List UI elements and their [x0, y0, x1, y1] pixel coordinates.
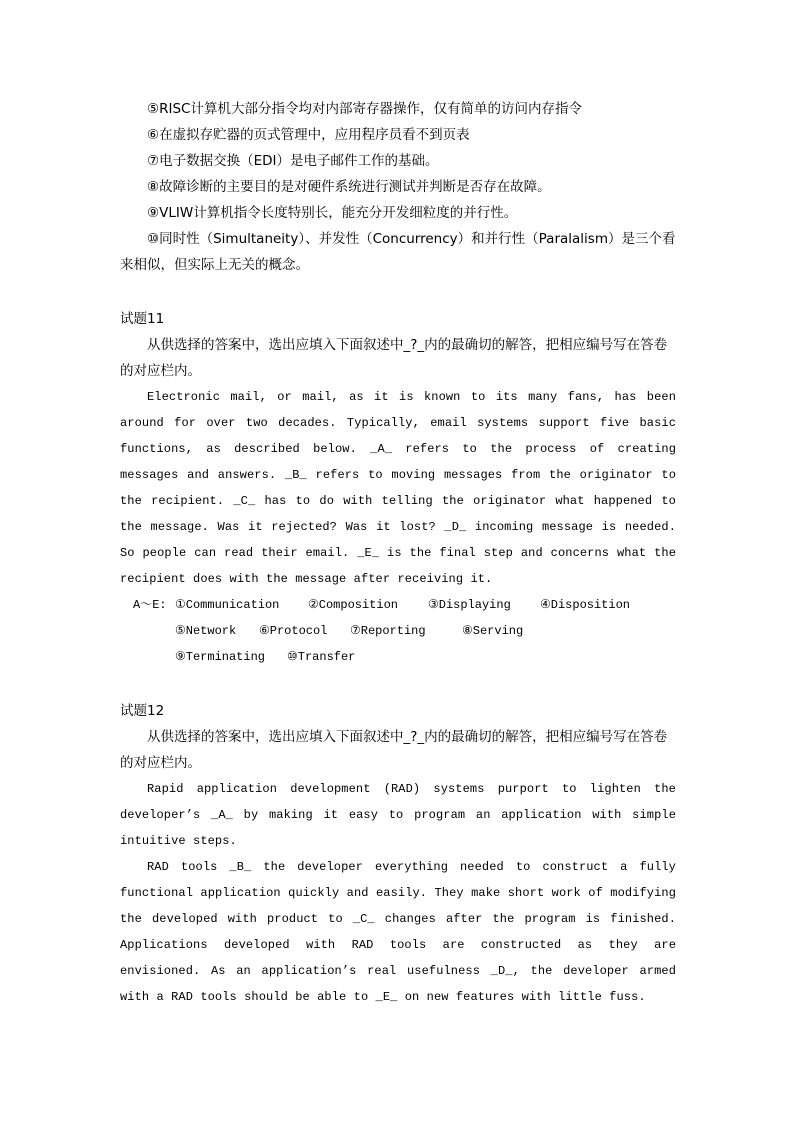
question-11-instruction: 从供选择的答案中，选出应填入下面叙述中_?_内的最确切的解答，把相应编号写在答卷的对应栏内。: [120, 337, 668, 379]
options-row-3: [120, 644, 676, 670]
option-4: ④Disposition: [540, 598, 630, 612]
options-row-2: [120, 618, 676, 644]
statement-item-9: ⑨VLIW计算机指令长度特别长，能充分开发细粒度的并行性。: [147, 205, 518, 221]
statement-item-10: ⑩同时性（Simultaneity）、并发性（Concurrency）和并行性（Paralalism）是三个看来相似，但实际上无关的概念。: [120, 231, 676, 273]
question-12-paragraph-2: RAD tools _B_ the developer everything needed to construct a fully functional application quickly and easily. They make short work of modifying the developed with product to _C_ changes after the program is finished. Applications developed with RAD tools are constructed as they are envisioned. As an application’s real usefulness _D_, the developer armed with a RAD tools should be able to _E_ on new features with little fuss.: [120, 860, 676, 1004]
option-9: ⑨Terminating: [175, 650, 265, 664]
statement-item-6: ⑥在虚拟存贮器的页式管理中，应用程序员看不到页表: [147, 127, 470, 143]
option-3: ③Displaying: [428, 598, 511, 612]
option-5: ⑤Network: [175, 624, 237, 638]
statement-item-8: ⑧故障诊断的主要目的是对硬件系统进行测试并判断是否存在故障。: [147, 179, 551, 195]
statement-list: [120, 96, 676, 278]
question-12-title: 试题12: [120, 703, 165, 719]
options-row-1: [120, 592, 676, 618]
question-11-options: [120, 592, 676, 670]
option-2: ②Composition: [308, 598, 398, 612]
statement-item-7: ⑦电子数据交换（EDI）是电子邮件工作的基础。: [147, 153, 439, 169]
question-11-passage: Electronic mail, or mail, as it is known to its many fans, has been around for over two decades. Typically, email systems support five basic functions, as described below. _A_ refers to the process of creating messages and answers. _B_ refers to moving messages from the originator to the recipient. _C_ has to do with telling the originator what happened to the message. Was it rejected? Was it lost? _D_ incoming message is needed. So people can read their email. _E_ is the final step and concerns what the recipient does with the message after receiving it.: [120, 390, 676, 586]
option-8: ⑧Serving: [462, 624, 524, 638]
option-7: ⑦Reporting: [350, 624, 426, 638]
statement-item-5: ⑤RISC计算机大部分指令均对内部寄存器操作，仅有简单的访问内存指令: [147, 101, 582, 117]
option-6: ⑥Protocol: [259, 624, 328, 638]
options-label: A～E:: [133, 598, 167, 612]
option-1: ①Communication: [175, 598, 280, 612]
document-page: [120, 96, 676, 1010]
question-12-instruction: 从供选择的答案中，选出应填入下面叙述中_?_内的最确切的解答，把相应编号写在答卷的对应栏内。: [120, 729, 668, 771]
question-11-title: 试题11: [120, 311, 165, 327]
option-10: ⑩Transfer: [287, 650, 356, 664]
question-12-paragraph-1: Rapid application development (RAD) systems purport to lighten the developer’s _A_ by making it easy to program an application with simple intuitive steps.: [120, 782, 676, 848]
